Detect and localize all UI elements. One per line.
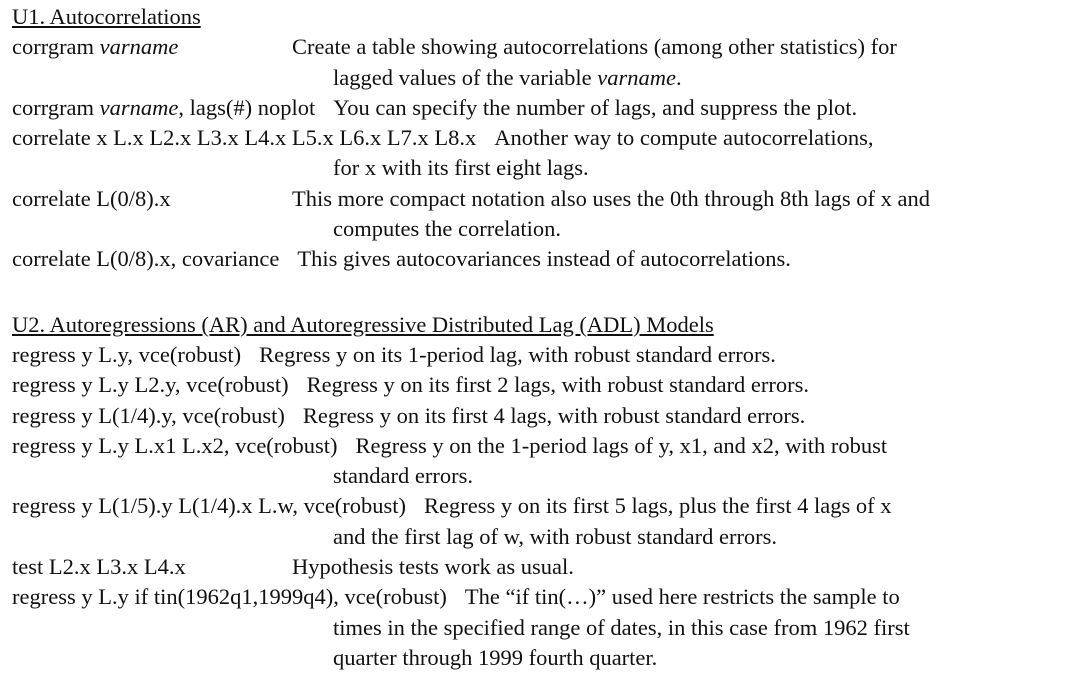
entry-correlate-covariance: [12, 244, 1080, 274]
description-continued: for x with its first eight lags.: [333, 155, 589, 181]
description: You can specify the number of lags, and suppress the plot.: [333, 94, 858, 120]
command: correlate x L.x L2.x L3.x L4.x L5.x L6.x L7.x L8.x: [12, 125, 477, 151]
command: regress y L(1/5).y L(1/4).x L.w, vce(robust): [12, 493, 407, 519]
entry-regress-2lags: [12, 370, 1080, 400]
description-continued: times in the specified range of dates, in this case from 1962 first: [333, 614, 910, 640]
command: correlate L(0/8).x, covariance: [12, 246, 280, 272]
description-text: .: [676, 64, 682, 90]
command: [12, 32, 292, 62]
description: Hypothesis tests work as usual.: [292, 554, 574, 580]
entry-corrgram-lags: [12, 93, 1080, 123]
command-text: corrgram: [12, 94, 100, 120]
description: Another way to compute autocorrelations,: [494, 125, 874, 151]
description-text: lagged values of the variable: [333, 64, 598, 90]
description: Regress y on its first 2 lags, with robust standard errors.: [306, 372, 810, 398]
command: regress y L.y L.x1 L.x2, vce(robust): [12, 432, 338, 458]
command: test L2.x L3.x L4.x: [12, 554, 186, 580]
description: Regress y on its first 4 lags, with robust standard errors.: [302, 402, 806, 428]
description: The “if tin(…)” used here restricts the sample to: [464, 584, 900, 610]
description-continued: [12, 63, 1080, 93]
description: This gives autocovariances instead of autocorrelations.: [297, 246, 791, 272]
description: Create a table showing autocorrelations (among other statistics) for: [292, 34, 897, 60]
entry-corrgram: [12, 32, 1080, 93]
command-text: corrgram: [12, 34, 100, 60]
entry-correlate-compact: [12, 184, 1080, 245]
command: regress y L.y if tin(1962q1,1999q4), vce(robust): [12, 584, 447, 610]
description: Regress y on its 1-period lag, with robust standard errors.: [259, 341, 776, 367]
command-text: , lags(#) noplot: [178, 94, 316, 120]
command-arg: varname: [99, 34, 179, 60]
command: [12, 93, 315, 123]
section-heading-u1: U1. Autocorrelations: [12, 4, 201, 29]
command-arg: varname: [99, 94, 179, 120]
description: Regress y on its first 5 lags, plus the first 4 lags of x: [424, 493, 892, 519]
entry-test: [12, 552, 1080, 582]
entry-regress-1lag: [12, 340, 1080, 370]
section-heading-u2: U2. Autoregressions (AR) and Autoregressive Distributed Lag (ADL) Models: [12, 311, 714, 337]
description: Regress y on the 1-period lags of y, x1, and x2, with robust: [355, 432, 888, 458]
description: This more compact notation also uses the 0th through 8th lags of x and: [292, 185, 931, 211]
description-continued: standard errors.: [333, 463, 473, 489]
command: regress y L.y, vce(robust): [12, 341, 242, 367]
entry-regress-tin: [12, 582, 1080, 673]
command: correlate L(0/8).x: [12, 185, 171, 211]
entry-regress-adl-multi: [12, 491, 1080, 552]
command: regress y L.y L2.y, vce(robust): [12, 372, 289, 398]
command: regress y L(1/4).y, vce(robust): [12, 402, 285, 428]
entry-regress-4lags: [12, 401, 1080, 431]
description-arg: varname: [597, 64, 676, 90]
entry-regress-adl: [12, 431, 1080, 492]
description-continued: quarter through 1999 fourth quarter.: [333, 644, 658, 670]
description-continued: computes the correlation.: [333, 216, 562, 242]
entry-correlate-lags: [12, 123, 1080, 184]
description-continued: and the first lag of w, with robust standard errors.: [333, 523, 778, 549]
